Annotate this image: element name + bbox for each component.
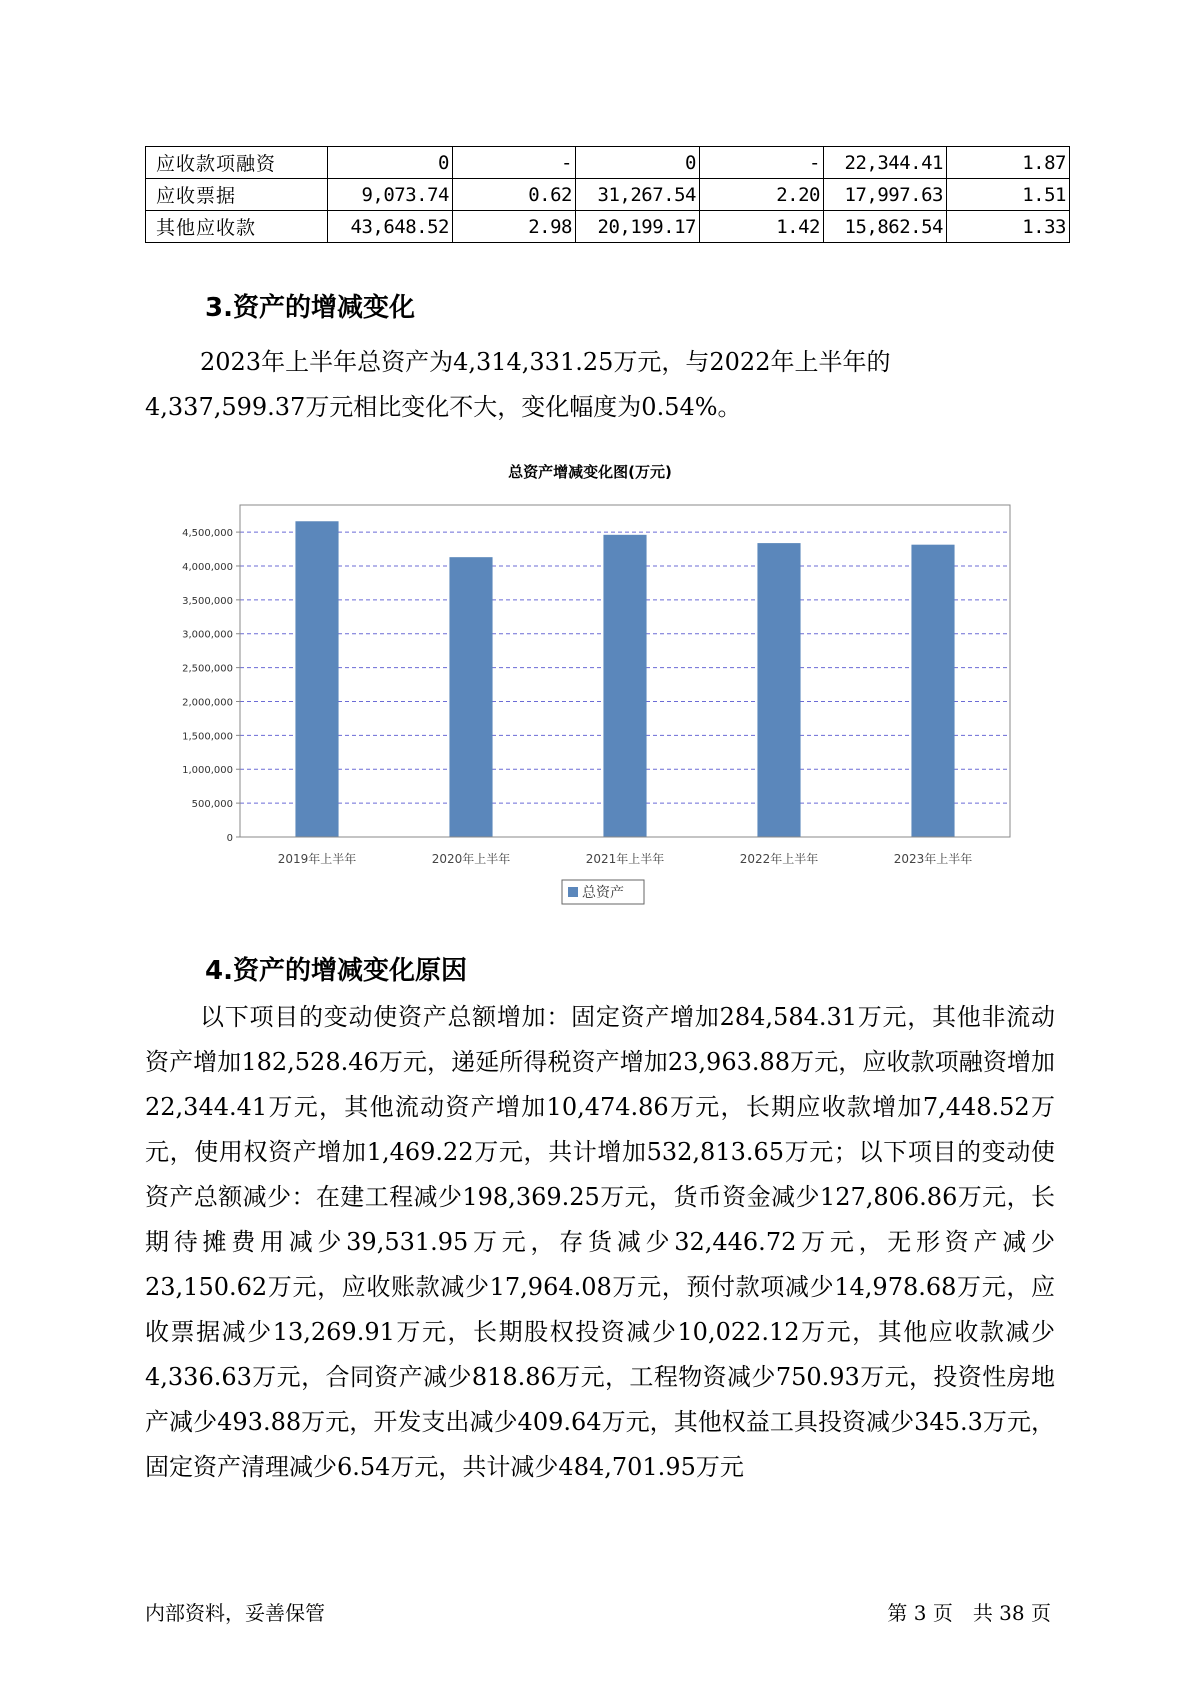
chart-legend [562,880,644,904]
table-cell: 1.42 [700,211,824,243]
row-label: 应收票据 [146,179,328,211]
y-tick-label: 1,000,000 [182,765,233,777]
legend-swatch [568,887,578,897]
table-row [146,211,1070,243]
table-cell: 43,648.52 [328,211,453,243]
table-cell: 17,997.63 [824,179,947,211]
y-tick-label: 0 [226,833,233,844]
table-cell: 20,199.17 [576,211,700,243]
table-row [146,179,1070,211]
table-cell: 0 [328,147,453,179]
y-tick-label: 500,000 [191,799,233,811]
x-tick-label: 2023年上半年 [893,852,973,866]
bar [603,535,646,837]
table-cell: 0 [576,147,700,179]
y-tick-label: 3,500,000 [182,595,233,607]
table-cell: 15,862.54 [824,211,947,243]
table-cell: 9,073.74 [328,179,453,211]
page-number: 第 3 页 共 38 页 [887,1601,1051,1625]
footer-note: 内部资料，妥善保管 [145,1601,325,1625]
table-cell: 1.33 [947,211,1070,243]
table-cell: 1.51 [947,179,1070,211]
bar [449,557,492,837]
y-tick-label: 2,000,000 [182,697,233,709]
financial-table [145,146,1070,243]
section-heading: 4.资产的增减变化原因 [205,956,467,986]
bar [757,543,800,837]
bar [911,545,954,837]
table-cell: 0.62 [453,179,576,211]
table-cell: 2.98 [453,211,576,243]
y-tick-label: 4,000,000 [182,561,233,573]
table-cell: - [453,147,576,179]
x-tick-label: 2021年上半年 [585,852,665,866]
section-paragraph: 2023年上半年总资产为4,314,331.25万元，与2022年上半年的4,337,599.37万元相比变化不大，变化幅度为0.54%。 [145,348,891,421]
bar [295,521,338,837]
y-tick-label: 3,000,000 [182,629,233,641]
row-label: 应收款项融资 [146,147,328,179]
table-cell: - [700,147,824,179]
table-cell: 1.87 [947,147,1070,179]
chart-title: 总资产增减变化图(万元) [508,463,672,481]
legend-label: 总资产 [582,885,624,901]
table-row [146,147,1070,179]
y-tick-label: 4,500,000 [182,528,233,540]
table-cell: 31,267.54 [576,179,700,211]
row-label: 其他应收款 [146,211,328,243]
total-assets-bar-chart [160,455,1030,915]
section-heading: 3.资产的增减变化 [205,293,415,323]
y-tick-label: 1,500,000 [182,731,233,743]
y-tick-label: 2,500,000 [182,663,233,675]
x-tick-label: 2022年上半年 [739,852,819,866]
table-cell: 2.20 [700,179,824,211]
x-tick-label: 2019年上半年 [277,852,357,866]
section-paragraph: 以下项目的变动使资产总额增加：固定资产增加284,584.31万元，其他非流动资产增加182,528.46万元，递延所得税资产增加23,963.88万元，应收款项融资增加22,344.41万元，其他流动资产增加10,474.86万元，长期应收款增加7,448.52万元，使用权资产增加1,469.22万元，共计增加532,813.65万元；以下项目的变动使资产总额减少：在建工程减少198,369.25万元，货币资金减少127,806.86万元，长期待摊费用减少39,531.95万元，存货减少32,446.72万元，无形资产减少23,150.62万元，应收账款减少17,964.08万元，预付款项减少14,978.68万元，应收票据减少13,269.91万元，长期股权投资减少10,022.12万元，其他应收款减少4,336.63万元，合同资产减少818.86万元，工程物资减少750.93万元，投资性房地产减少493.88万元，开发支出减少409.64万元，其他权益工具投资减少345.3万元，固定资产清理减少6.54万元，共计减少484,701.95万元 [145,1003,1055,1481]
table-cell: 22,344.41 [824,147,947,179]
x-tick-label: 2020年上半年 [431,852,511,866]
